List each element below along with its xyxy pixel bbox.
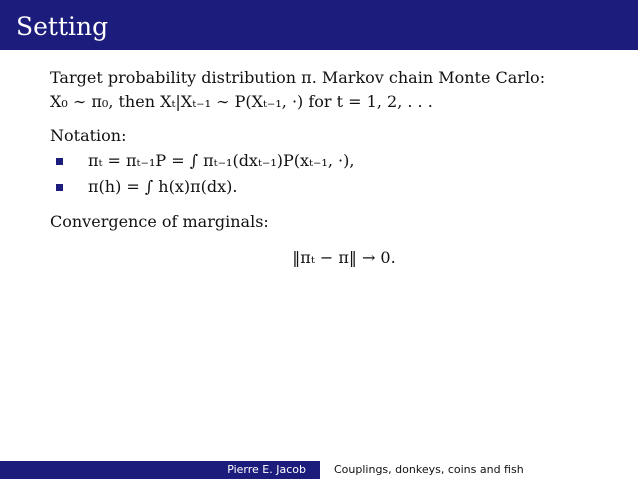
notation-item-text: πₜ = πₜ₋₁P = ∫ πₜ₋₁(dxₜ₋₁)P(xₜ₋₁, ·), [88, 151, 355, 170]
bullet-square-icon [56, 184, 63, 191]
convergence-formula: ‖πₜ − π‖ → 0. [292, 248, 396, 267]
intro-line-2: X₀ ∼ π₀, then Xₜ|Xₜ₋₁ ∼ P(Xₜ₋₁, ·) for t = 1, 2, . . . [50, 92, 433, 111]
slide-title: Setting [16, 12, 109, 41]
notation-list [50, 148, 610, 200]
slide-content [50, 66, 610, 270]
bullet-square-icon [56, 158, 63, 165]
convergence-heading: Convergence of marginals: [50, 212, 269, 231]
notation-item-text: π(h) = ∫ h(x)π(dx). [88, 177, 238, 196]
slide-title-bar [0, 0, 638, 50]
notation-item-marginal [50, 148, 610, 174]
notation-heading: Notation: [50, 126, 127, 145]
footer-author: Pierre E. Jacob [0, 461, 320, 479]
notation-item-integral [50, 174, 610, 200]
intro-line-1: Target probability distribution π. Markov chain Monte Carlo: [50, 68, 546, 87]
footer-talk-title: Couplings, donkeys, coins and fish [320, 461, 638, 479]
